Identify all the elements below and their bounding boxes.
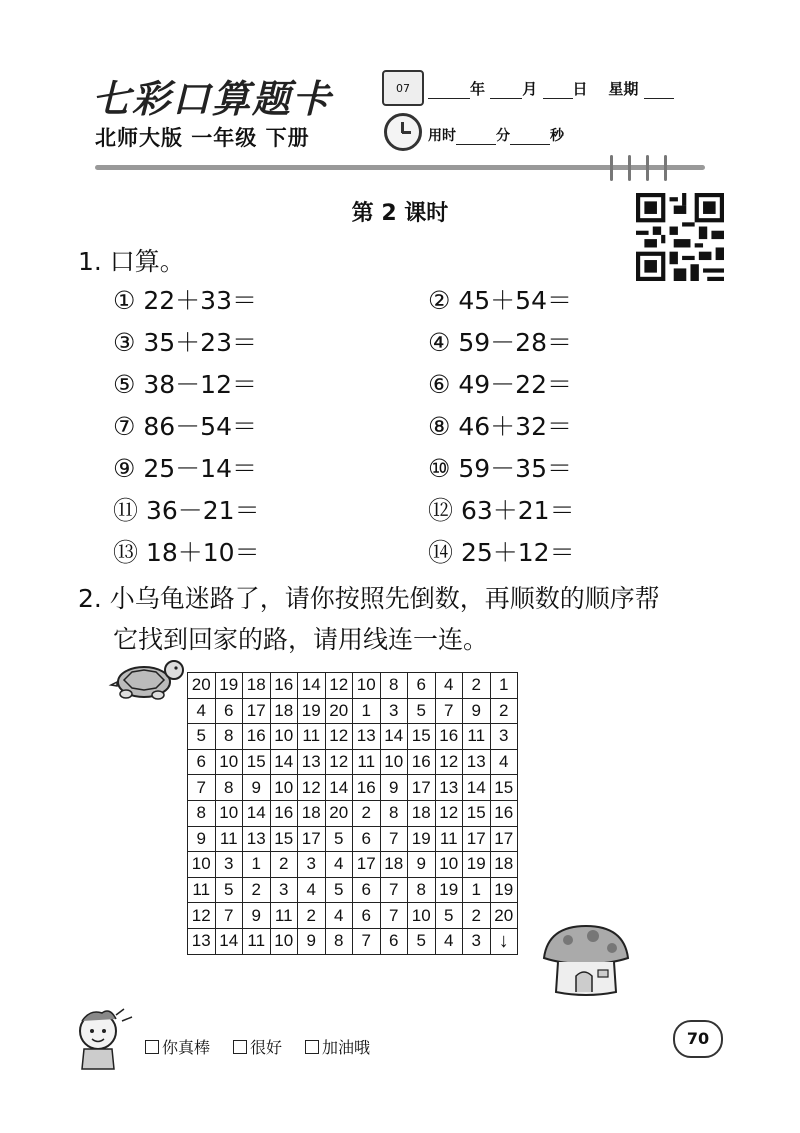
maze-cell: 12 (325, 724, 353, 750)
problem-item: ① 22＋33＝ (113, 286, 257, 315)
maze-cell: 13 (435, 775, 463, 801)
mushroom-house-icon (538, 922, 632, 998)
checkbox-icon[interactable] (145, 1040, 159, 1054)
maze-cell: 14 (215, 928, 243, 954)
maze-cell: 17 (463, 826, 491, 852)
header-divider (95, 165, 705, 170)
maze-cell: 20 (325, 698, 353, 724)
maze-cell: 17 (490, 826, 518, 852)
qr-code-icon (636, 193, 724, 281)
maze-cell: 7 (380, 826, 408, 852)
maze-cell: 4 (490, 749, 518, 775)
maze-cell: 9 (243, 775, 271, 801)
maze-row (188, 698, 518, 724)
binder-ring (628, 155, 631, 181)
maze-cell: 2 (298, 903, 326, 929)
maze-cell: 15 (243, 749, 271, 775)
maze-cell: 2 (463, 903, 491, 929)
problem-item: ⑫ 63＋21＝ (428, 496, 575, 525)
maze-cell: 2 (490, 698, 518, 724)
maze-cell: 1 (243, 852, 271, 878)
maze-row (188, 749, 518, 775)
problem-item: ⑩ 59－35＝ (428, 454, 572, 483)
maze-cell: 10 (435, 852, 463, 878)
binder-ring (646, 155, 649, 181)
maze-cell: 12 (298, 775, 326, 801)
maze-cell: 5 (215, 877, 243, 903)
problem-item: ⑪ 36－21＝ (113, 496, 260, 525)
maze-cell: 5 (435, 903, 463, 929)
page-number: 70 (673, 1020, 723, 1058)
maze-cell: 10 (188, 852, 216, 878)
maze-cell: 16 (270, 800, 298, 826)
maze-cell: 8 (325, 928, 353, 954)
maze-cell: 6 (188, 749, 216, 775)
clock-icon (384, 113, 422, 151)
maze-cell: 12 (435, 749, 463, 775)
maze-cell: 16 (243, 724, 271, 750)
maze-cell: 15 (490, 775, 518, 801)
maze-cell: 5 (325, 877, 353, 903)
number-maze (187, 672, 518, 955)
maze-row (188, 903, 518, 929)
maze-cell: 15 (408, 724, 436, 750)
maze-cell: 17 (408, 775, 436, 801)
question-2-line-2: 它找到回家的路，请用线连一连。 (113, 625, 489, 654)
maze-cell: 10 (408, 903, 436, 929)
maze-cell: 3 (270, 877, 298, 903)
maze-cell: 19 (463, 852, 491, 878)
maze-cell: 15 (270, 826, 298, 852)
time-fields: 用时 分 秒 (428, 128, 564, 144)
maze-cell: 5 (408, 698, 436, 724)
maze-cell: 12 (325, 749, 353, 775)
maze-row (188, 852, 518, 878)
maze-cell: 4 (325, 903, 353, 929)
maze-cell: 10 (215, 800, 243, 826)
maze-cell: 8 (188, 800, 216, 826)
maze-cell: 16 (353, 775, 381, 801)
maze-cell: 7 (380, 877, 408, 903)
maze-cell: 7 (188, 775, 216, 801)
maze-cell: 16 (435, 724, 463, 750)
binder-ring (664, 155, 667, 181)
maze-cell: 10 (215, 749, 243, 775)
maze-cell: 11 (298, 724, 326, 750)
maze-cell: 11 (270, 903, 298, 929)
problem-item: ⑬ 18＋10＝ (113, 538, 260, 567)
problem-item: ⑤ 38－12＝ (113, 370, 257, 399)
maze-cell: 3 (380, 698, 408, 724)
brand-title: 七彩口算题卡 (92, 76, 333, 121)
maze-cell: 10 (270, 928, 298, 954)
maze-cell: 16 (270, 673, 298, 699)
maze-cell: 12 (435, 800, 463, 826)
maze-cell: 14 (380, 724, 408, 750)
maze-cell: 20 (188, 673, 216, 699)
edition-label: 北师大版 一年级 下册 (95, 126, 310, 150)
maze-cell: 6 (353, 826, 381, 852)
maze-cell: 3 (490, 724, 518, 750)
maze-cell: 10 (270, 775, 298, 801)
binder-ring (610, 155, 613, 181)
maze-cell: 15 (463, 800, 491, 826)
maze-cell: 9 (243, 903, 271, 929)
maze-cell: 18 (270, 698, 298, 724)
maze-cell: 10 (380, 749, 408, 775)
maze-cell: 18 (490, 852, 518, 878)
maze-cell: 14 (298, 673, 326, 699)
maze-cell: 20 (490, 903, 518, 929)
lesson-title: 第 2 课时 (351, 201, 449, 226)
maze-cell: 1 (463, 877, 491, 903)
problem-item: ⑦ 86－54＝ (113, 412, 257, 441)
maze-cell: 13 (353, 724, 381, 750)
maze-cell: 11 (463, 724, 491, 750)
maze-cell: 16 (490, 800, 518, 826)
maze-cell: 1 (490, 673, 518, 699)
maze-cell: 7 (215, 903, 243, 929)
maze-cell: 2 (463, 673, 491, 699)
maze-cell: 6 (408, 673, 436, 699)
checkbox-icon[interactable] (305, 1040, 319, 1054)
maze-row (188, 775, 518, 801)
problem-item: ③ 35＋23＝ (113, 328, 257, 357)
maze-cell: 6 (380, 928, 408, 954)
maze-cell: 5 (188, 724, 216, 750)
problem-item: ⑥ 49－22＝ (428, 370, 572, 399)
rating-option-good[interactable]: 很好 (233, 1035, 282, 1058)
maze-cell: 19 (408, 826, 436, 852)
maze-cell: 9 (408, 852, 436, 878)
maze-cell: 5 (325, 826, 353, 852)
maze-cell: 17 (353, 852, 381, 878)
maze-cell: 7 (353, 928, 381, 954)
maze-cell: 3 (215, 852, 243, 878)
maze-cell: 4 (435, 928, 463, 954)
maze-cell: 14 (463, 775, 491, 801)
turtle-icon (108, 652, 188, 702)
maze-cell: 9 (380, 775, 408, 801)
maze-cell: 13 (298, 749, 326, 775)
maze-cell: 18 (243, 673, 271, 699)
maze-cell: 14 (325, 775, 353, 801)
maze-cell: 9 (463, 698, 491, 724)
maze-cell: 11 (243, 928, 271, 954)
maze-cell: 18 (408, 800, 436, 826)
maze-row (188, 877, 518, 903)
maze-cell: 6 (353, 903, 381, 929)
maze-row (188, 673, 518, 699)
down-arrow-icon: ↓ (490, 928, 518, 954)
maze-cell: 13 (463, 749, 491, 775)
question-2-line-1: 2. 小乌龟迷路了，请你按照先倒数，再顺数的顺序帮 (78, 584, 660, 613)
maze-cell: 18 (380, 852, 408, 878)
maze-cell: 19 (215, 673, 243, 699)
maze-cell: 17 (298, 826, 326, 852)
maze-row (188, 724, 518, 750)
maze-cell: 8 (215, 775, 243, 801)
date-fields: 年 月 日 星期 (428, 78, 674, 99)
maze-cell: 2 (270, 852, 298, 878)
maze-cell: 8 (380, 673, 408, 699)
maze-cell: 6 (215, 698, 243, 724)
maze-cell: 3 (463, 928, 491, 954)
maze-cell: 11 (188, 877, 216, 903)
problem-item: ② 45＋54＝ (428, 286, 572, 315)
maze-cell: 14 (270, 749, 298, 775)
maze-cell: 11 (353, 749, 381, 775)
maze-cell: 9 (188, 826, 216, 852)
problem-item: ④ 59－28＝ (428, 328, 572, 357)
maze-cell: 14 (243, 800, 271, 826)
maze-cell: 3 (298, 852, 326, 878)
maze-cell: 19 (298, 698, 326, 724)
maze-row (188, 800, 518, 826)
maze-cell: 11 (215, 826, 243, 852)
maze-cell: 19 (435, 877, 463, 903)
maze-cell: 11 (435, 826, 463, 852)
maze-cell: 16 (408, 749, 436, 775)
maze-cell: 4 (298, 877, 326, 903)
maze-cell: 4 (325, 852, 353, 878)
maze-cell: 20 (325, 800, 353, 826)
maze-cell: 4 (435, 673, 463, 699)
maze-row (188, 928, 518, 954)
maze-cell: 19 (490, 877, 518, 903)
maze-cell: 2 (353, 800, 381, 826)
maze-cell: 9 (298, 928, 326, 954)
maze-cell: 17 (243, 698, 271, 724)
maze-cell: 13 (188, 928, 216, 954)
maze-cell: 1 (353, 698, 381, 724)
maze-cell: 12 (188, 903, 216, 929)
problem-item: ⑧ 46＋32＝ (428, 412, 572, 441)
maze-cell: 7 (435, 698, 463, 724)
boy-illustration-icon (68, 1005, 138, 1075)
maze-cell: 8 (380, 800, 408, 826)
rating-option-keep-going[interactable]: 加油哦 (305, 1035, 370, 1058)
maze-cell: 2 (243, 877, 271, 903)
maze-cell: 13 (243, 826, 271, 852)
question-1-title: 1. 口算。 (78, 247, 185, 276)
calendar-icon: 07 (382, 70, 424, 106)
maze-cell: 7 (380, 903, 408, 929)
problem-item: ⑨ 25－14＝ (113, 454, 257, 483)
maze-cell: 18 (298, 800, 326, 826)
maze-cell: 12 (325, 673, 353, 699)
checkbox-icon[interactable] (233, 1040, 247, 1054)
problem-item: ⑭ 25＋12＝ (428, 538, 575, 567)
maze-cell: 4 (188, 698, 216, 724)
maze-cell: 6 (353, 877, 381, 903)
maze-cell: 5 (408, 928, 436, 954)
maze-cell: 10 (270, 724, 298, 750)
rating-option-great[interactable]: 你真棒 (145, 1035, 210, 1058)
maze-cell: 8 (408, 877, 436, 903)
maze-row (188, 826, 518, 852)
maze-cell: 8 (215, 724, 243, 750)
maze-cell: 10 (353, 673, 381, 699)
